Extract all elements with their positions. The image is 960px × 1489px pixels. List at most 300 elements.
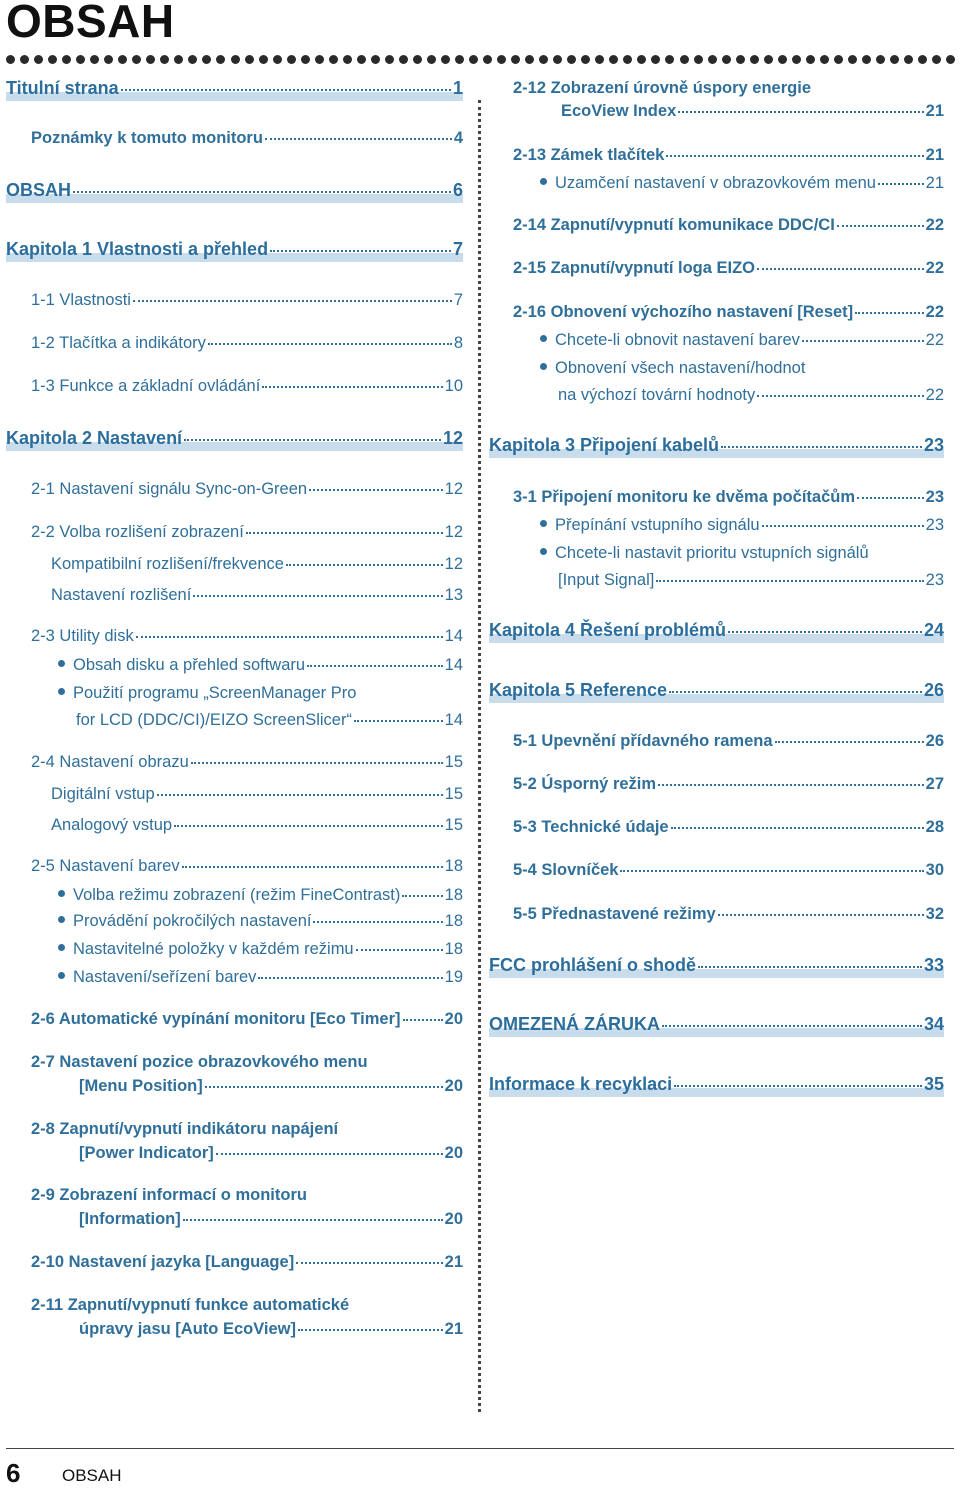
column-separator (478, 100, 481, 1412)
divider-dot (806, 55, 815, 64)
divider-dot (876, 55, 885, 64)
toc-entry[interactable] (31, 333, 463, 353)
divider-dot (146, 55, 155, 64)
toc-entry-page: 18 (444, 886, 463, 904)
leader-dots (620, 870, 923, 872)
toc-entry[interactable] (540, 515, 944, 535)
toc-entry-page: 23 (925, 571, 944, 589)
toc-entry-page: 21 (925, 174, 944, 192)
divider-dot (48, 55, 57, 64)
leader-dots (728, 631, 922, 633)
divider-dot (623, 55, 632, 64)
toc-entry[interactable] (558, 570, 944, 590)
toc-entry-page: 30 (925, 861, 944, 879)
toc-entry[interactable] (540, 173, 944, 193)
toc-entry-page: 13 (444, 586, 463, 604)
toc-entry-page: 33 (923, 955, 944, 975)
toc-entry[interactable] (79, 1319, 463, 1339)
toc-entry-page: 12 (444, 523, 463, 541)
toc-entry[interactable] (58, 885, 463, 905)
toc-entry-label: 1-1 Vlastnosti (31, 291, 131, 309)
leader-dots (286, 564, 443, 566)
divider-dot (680, 55, 689, 64)
toc-entry[interactable] (558, 385, 944, 405)
toc-entry-label: 2-2 Volba rozlišení zobrazení (31, 523, 244, 541)
toc-entry-page: 8 (453, 334, 463, 352)
leader-dots (855, 312, 923, 314)
divider-dot (287, 55, 296, 64)
toc-entry[interactable] (79, 1209, 463, 1229)
divider-dot (553, 55, 562, 64)
toc-entry-label: EcoView Index (561, 102, 677, 120)
toc-entry-label: 2-5 Nastavení barev (31, 857, 180, 875)
toc-entry[interactable] (561, 101, 944, 121)
toc-entry[interactable] (513, 215, 944, 235)
leader-dots (182, 866, 443, 868)
leader-dots (678, 111, 923, 113)
toc-entry-label: OBSAH (6, 180, 72, 200)
bullet-icon (540, 178, 547, 185)
leader-dots (309, 489, 443, 491)
dotted-divider (6, 52, 956, 66)
toc-entry-label: Volba režimu zobrazení (režim FineContrast) (73, 886, 401, 904)
bullet-icon (58, 660, 65, 667)
toc-entry[interactable] (31, 128, 463, 148)
toc-entry-label: úpravy jasu [Auto EcoView] (79, 1320, 296, 1338)
divider-dot (34, 55, 43, 64)
divider-dot (343, 55, 352, 64)
divider-dot (104, 55, 113, 64)
bullet-icon (540, 520, 547, 527)
divider-dot (469, 55, 478, 64)
toc-entry-label: 5-4 Slovníček (513, 861, 619, 879)
toc-entry-label: 2-16 Obnovení výchozího nastavení [Reset] (513, 303, 854, 321)
toc-chapter[interactable] (6, 180, 463, 200)
bullet-icon (540, 335, 547, 342)
toc-entry-label: 2-13 Zámek tlačítek (513, 146, 665, 164)
toc-entry-page: 1 (452, 78, 463, 98)
toc-entry[interactable] (513, 258, 944, 278)
toc-entry[interactable] (58, 655, 463, 675)
toc-entry-text (58, 683, 356, 703)
divider-dot (427, 55, 436, 64)
toc-entry-page: 18 (444, 912, 463, 930)
footer-rule (6, 1448, 954, 1449)
leader-dots (356, 949, 443, 951)
toc-entry-page: 19 (444, 968, 463, 986)
toc-entry[interactable] (513, 860, 944, 880)
toc-entry-label: Informace k recyklaci (489, 1074, 673, 1094)
divider-dot (76, 55, 85, 64)
toc-entry-label: 5-2 Úsporný režim (513, 775, 657, 793)
toc-entry-page: 34 (923, 1014, 944, 1034)
leader-dots (133, 300, 452, 302)
divider-dot (90, 55, 99, 64)
toc-entry-label: for LCD (DDC/CI)/EIZO ScreenSlicer“ (76, 711, 352, 729)
leader-dots (698, 966, 922, 968)
divider-dot (736, 55, 745, 64)
divider-dot (357, 55, 366, 64)
toc-entry[interactable] (58, 939, 463, 959)
toc-entry-page: 22 (925, 216, 944, 234)
toc-entry-label: 2-15 Zapnutí/vypnutí loga EIZO (513, 259, 756, 277)
divider-dot (665, 55, 674, 64)
leader-dots (270, 250, 451, 252)
divider-dot (371, 55, 380, 64)
toc-entry-page: 18 (444, 940, 463, 958)
toc-entry-label: 2-6 Automatické vypínání monitoru [Eco Timer] (31, 1010, 401, 1028)
divider-dot (820, 55, 829, 64)
divider-dot (160, 55, 169, 64)
toc-entry-label: 2-14 Zapnutí/vypnutí komunikace DDC/CI (513, 216, 835, 234)
divider-dot (188, 55, 197, 64)
toc-entry[interactable] (31, 626, 463, 646)
toc-entry-page: 4 (453, 129, 463, 147)
divider-dot (890, 55, 899, 64)
toc-entry-label: 5-1 Upevnění přídavného ramena (513, 732, 773, 750)
bullet-icon (540, 548, 547, 555)
toc-entry-label: Nastavení rozlišení (51, 586, 192, 604)
divider-dot (595, 55, 604, 64)
leader-dots (183, 1219, 443, 1221)
leader-dots (718, 914, 924, 916)
toc-entry[interactable] (58, 911, 463, 931)
toc-entry-page: 24 (923, 620, 944, 640)
toc-entry-label: Kapitola 4 Řešení problémů (489, 620, 727, 640)
leader-dots (73, 191, 451, 193)
leader-dots (246, 532, 443, 534)
toc-entry-page: 12 (444, 480, 463, 498)
page-title: OBSAH (6, 0, 175, 47)
divider-dot (862, 55, 871, 64)
toc-entry-page: 21 (444, 1253, 463, 1271)
toc-entry-page: 21 (925, 146, 944, 164)
toc-entry-page: 20 (444, 1210, 463, 1228)
toc-entry-page: 7 (453, 291, 463, 309)
toc-entry-page: 20 (444, 1077, 463, 1095)
divider-dot (932, 55, 941, 64)
leader-dots (656, 580, 923, 582)
leader-dots (757, 268, 924, 270)
toc-entry-text (513, 78, 811, 98)
divider-dot (904, 55, 913, 64)
toc-entry[interactable] (76, 710, 463, 730)
divider-dot (651, 55, 660, 64)
leader-dots (762, 525, 924, 527)
leader-dots (121, 89, 451, 91)
leader-dots (296, 1262, 442, 1264)
leader-dots (258, 977, 442, 979)
divider-dot (946, 55, 955, 64)
toc-entry[interactable] (51, 784, 463, 804)
toc-entry-label: Chcete-li nastavit prioritu vstupních signálů (555, 544, 869, 562)
toc-chapter[interactable] (489, 620, 944, 640)
divider-dot (497, 55, 506, 64)
toc-entry-text (540, 543, 869, 563)
toc-entry-label: 1-3 Funkce a základní ovládání (31, 377, 261, 395)
toc-entry-text (31, 1119, 338, 1139)
toc-entry-page: 32 (925, 905, 944, 923)
bullet-icon (58, 944, 65, 951)
toc-entry-page: 22 (925, 331, 944, 349)
toc-entry-label: 2-4 Nastavení obrazu (31, 753, 189, 771)
toc-entry-page: 12 (444, 555, 463, 573)
toc-entry[interactable] (51, 554, 463, 574)
toc-entry[interactable] (51, 585, 463, 605)
divider-dot (315, 55, 324, 64)
toc-entry-page: 22 (925, 259, 944, 277)
toc-entry-page: 14 (444, 627, 463, 645)
divider-dot (708, 55, 717, 64)
toc-entry[interactable] (31, 290, 463, 310)
bullet-icon (58, 890, 65, 897)
toc-entry-text (31, 1185, 307, 1205)
toc-entry-label: 5-3 Technické údaje (513, 818, 669, 836)
leader-dots (216, 1153, 443, 1155)
divider-dot (511, 55, 520, 64)
toc-entry-label: 3-1 Připojení monitoru ke dvěma počítačům (513, 488, 855, 506)
toc-entry[interactable] (513, 302, 944, 322)
toc-entry-label: [Menu Position] (79, 1077, 203, 1095)
toc-entry[interactable] (31, 479, 463, 499)
leader-dots (666, 155, 923, 157)
divider-dot (764, 55, 773, 64)
toc-entry-page: 15 (444, 785, 463, 803)
footer-section-title: OBSAH (62, 1466, 122, 1485)
divider-dot (581, 55, 590, 64)
toc-entry-page: 26 (925, 732, 944, 750)
divider-dot (722, 55, 731, 64)
divider-dot (483, 55, 492, 64)
toc-chapter[interactable] (6, 78, 463, 98)
leader-dots (658, 784, 924, 786)
toc-entry-text (540, 358, 805, 378)
toc-entry[interactable] (513, 904, 944, 924)
divider-dot (567, 55, 576, 64)
toc-entry-page: 22 (925, 386, 944, 404)
toc-entry-page: 7 (452, 239, 463, 259)
toc-entry-label: Nastavitelné položky v každém režimu (73, 940, 354, 958)
leader-dots (265, 138, 452, 140)
toc-entry[interactable] (58, 967, 463, 987)
divider-dot (848, 55, 857, 64)
divider-dot (750, 55, 759, 64)
divider-dot (6, 55, 15, 64)
divider-dot (539, 55, 548, 64)
divider-dot (399, 55, 408, 64)
toc-entry-page: 23 (925, 488, 944, 506)
leader-dots (674, 1085, 922, 1087)
leader-dots (802, 340, 924, 342)
divider-dot (273, 55, 282, 64)
toc-entry-label: Kompatibilní rozlišení/frekvence (51, 555, 284, 573)
divider-dot (20, 55, 29, 64)
toc-entry-label: 5-5 Přednastavené režimy (513, 905, 716, 923)
divider-dot (62, 55, 71, 64)
toc-chapter[interactable] (489, 680, 944, 700)
divider-dot (413, 55, 422, 64)
leader-dots (403, 1019, 443, 1021)
toc-entry-label: [Input Signal] (558, 571, 655, 589)
divider-dot (609, 55, 618, 64)
toc-chapter[interactable] (489, 1074, 944, 1094)
toc-entry-text (31, 1052, 368, 1072)
toc-entry-page: 21 (925, 102, 944, 120)
leader-dots (262, 386, 442, 388)
leader-dots (857, 497, 924, 499)
leader-dots (184, 439, 441, 441)
toc-entry-label: OMEZENÁ ZÁRUKA (489, 1014, 660, 1034)
leader-dots (298, 1329, 443, 1331)
leader-dots (662, 1025, 922, 1027)
divider-dot (637, 55, 646, 64)
leader-dots (402, 895, 442, 897)
toc-entry[interactable] (31, 752, 463, 772)
toc-entry[interactable] (51, 815, 463, 835)
toc-entry-page: 6 (452, 180, 463, 200)
bullet-icon (58, 972, 65, 979)
toc-entry[interactable] (540, 330, 944, 350)
toc-entry-page: 14 (444, 656, 463, 674)
toc-entry-label: Provádění pokročilých nastavení (73, 912, 312, 930)
toc-entry[interactable] (31, 1252, 463, 1272)
toc-entry-label: Nastavení/seřízení barev (73, 968, 257, 986)
toc-entry[interactable] (79, 1076, 463, 1096)
leader-dots (837, 225, 924, 227)
leader-dots (307, 665, 443, 667)
toc-entry-label: Uzamčení nastavení v obrazovkovém menu (555, 174, 876, 192)
divider-dot (441, 55, 450, 64)
toc-entry[interactable] (31, 376, 463, 396)
toc-entry-page: 28 (925, 818, 944, 836)
leader-dots (313, 921, 442, 923)
toc-entry-label: Poznámky k tomuto monitoru (31, 129, 263, 147)
toc-chapter[interactable] (6, 428, 463, 448)
leader-dots (193, 595, 442, 597)
toc-entry-label: Digitální vstup (51, 785, 155, 803)
divider-dot (231, 55, 240, 64)
toc-entry[interactable] (31, 1009, 463, 1029)
toc-chapter[interactable] (489, 955, 944, 975)
divider-dot (834, 55, 843, 64)
toc-entry-label: Přepínání vstupního signálu (555, 516, 760, 534)
leader-dots (775, 741, 924, 743)
toc-chapter[interactable] (6, 239, 463, 259)
toc-entry[interactable] (31, 522, 463, 542)
toc-entry-label: 1-2 Tlačítka a indikátory (31, 334, 206, 352)
toc-entry[interactable] (513, 487, 944, 507)
toc-entry-page: 22 (925, 303, 944, 321)
divider-dot (245, 55, 254, 64)
divider-dot (259, 55, 268, 64)
toc-entry-label: 2-12 Zobrazení úrovně úspory energie (513, 79, 811, 97)
toc-entry[interactable] (513, 145, 944, 165)
divider-dot (385, 55, 394, 64)
toc-entry-label: Použití programu „ScreenManager Pro (73, 684, 357, 702)
divider-dot (455, 55, 464, 64)
divider-dot (174, 55, 183, 64)
toc-entry-label: Kapitola 3 Připojení kabelů (489, 435, 720, 455)
toc-entry[interactable] (31, 856, 463, 876)
toc-chapter[interactable] (489, 435, 944, 455)
toc-entry-page: 23 (925, 516, 944, 534)
divider-dot (792, 55, 801, 64)
footer-page-number: 6 (6, 1458, 21, 1488)
divider-dot (118, 55, 127, 64)
divider-dot (918, 55, 927, 64)
toc-entry-label: 2-3 Utility disk (31, 627, 134, 645)
leader-dots (208, 343, 452, 345)
divider-dot (216, 55, 225, 64)
toc-entry[interactable] (513, 817, 944, 837)
toc-entry-label: Kapitola 1 Vlastnosti a přehled (6, 239, 269, 259)
divider-dot (202, 55, 211, 64)
toc-entry-page: 18 (444, 857, 463, 875)
divider-dot (132, 55, 141, 64)
leader-dots (205, 1086, 443, 1088)
toc-entry-label: Chcete-li obnovit nastavení barev (555, 331, 800, 349)
leader-dots (671, 827, 924, 829)
toc-entry-label: 2-10 Nastavení jazyka [Language] (31, 1253, 295, 1271)
toc-entry-page: 20 (444, 1144, 463, 1162)
leader-dots (157, 794, 443, 796)
toc-entry[interactable] (513, 731, 944, 751)
toc-entry[interactable] (513, 774, 944, 794)
toc-entry-page: 15 (444, 816, 463, 834)
divider-dot (778, 55, 787, 64)
toc-entry-page: 23 (923, 435, 944, 455)
toc-entry-label: FCC prohlášení o shodě (489, 955, 697, 975)
toc-entry-page: 35 (923, 1074, 944, 1094)
toc-chapter[interactable] (489, 1014, 944, 1034)
divider-dot (525, 55, 534, 64)
leader-dots (136, 636, 443, 638)
divider-dot (301, 55, 310, 64)
leader-dots (757, 395, 923, 397)
toc-entry-label: Titulní strana (6, 78, 119, 98)
toc-entry-label: 2-7 Nastavení pozice obrazovkového menu (31, 1053, 368, 1071)
toc-entry-text (31, 1295, 349, 1315)
bullet-icon (58, 916, 65, 923)
toc-entry[interactable] (79, 1143, 463, 1163)
toc-entry-page: 10 (444, 377, 463, 395)
leader-dots (174, 825, 443, 827)
toc-entry-label: Obsah disku a přehled softwaru (73, 656, 306, 674)
toc-entry-label: 2-1 Nastavení signálu Sync-on-Green (31, 480, 308, 498)
toc-entry-label: Kapitola 5 Reference (489, 680, 668, 700)
toc-entry-label: Analogový vstup (51, 816, 173, 834)
toc-entry-page: 21 (444, 1320, 463, 1338)
toc-entry-page: 26 (923, 680, 944, 700)
toc-entry-label: 2-8 Zapnutí/vypnutí indikátoru napájení (31, 1120, 339, 1138)
toc-entry-label: 2-9 Zobrazení informací o monitoru (31, 1186, 307, 1204)
bullet-icon (540, 363, 547, 370)
toc-entry-label: Obnovení všech nastavení/hodnot (555, 359, 806, 377)
toc-entry-label: [Power Indicator] (79, 1144, 214, 1162)
leader-dots (721, 446, 922, 448)
toc-entry-page: 14 (444, 711, 463, 729)
toc-entry-label: [Information] (79, 1210, 181, 1228)
leader-dots (191, 762, 443, 764)
leader-dots (354, 720, 443, 722)
toc-entry-label: 2-11 Zapnutí/vypnutí funkce automatické (31, 1296, 350, 1314)
toc-entry-label: na výchozí tovární hodnoty (558, 386, 756, 404)
toc-entry-label: Kapitola 2 Nastavení (6, 428, 183, 448)
toc-entry-page: 12 (442, 428, 463, 448)
leader-dots (878, 183, 924, 185)
toc-entry-page: 20 (444, 1010, 463, 1028)
toc-entry-page: 15 (444, 753, 463, 771)
